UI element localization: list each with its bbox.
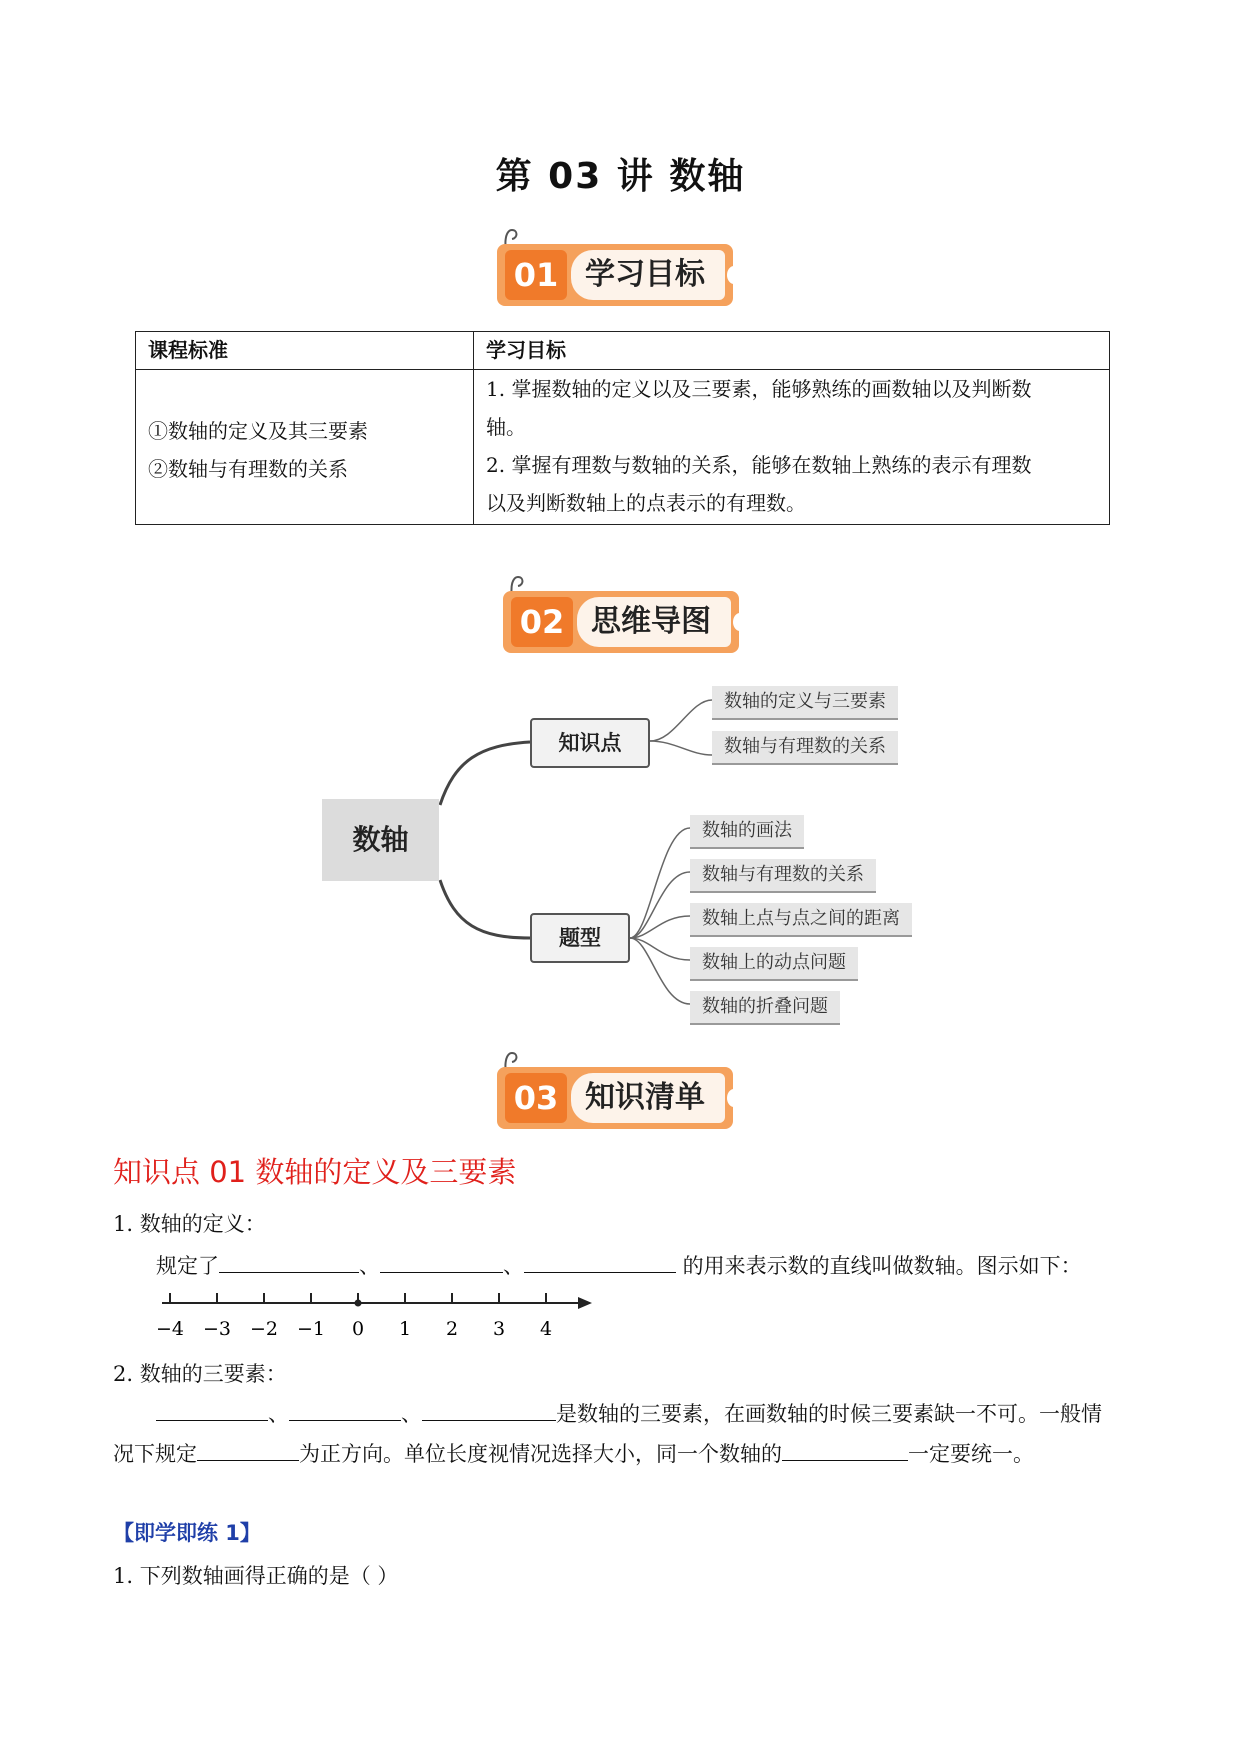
blank-field[interactable] <box>219 1251 359 1273</box>
page-title: 第 03 讲 数轴 <box>495 156 746 197</box>
separator: 、 <box>359 1254 380 1278</box>
blank-field[interactable] <box>380 1251 503 1273</box>
mindmap-leaf: 数轴的折叠问题 <box>690 991 840 1025</box>
goal-line: 2. 掌握有理数与数轴的关系，能够在数轴上熟练的表示有理数 <box>486 453 1032 477</box>
blank-field[interactable] <box>289 1399 401 1421</box>
line-prefix: 况下规定 <box>113 1442 197 1466</box>
origin-point <box>355 1300 362 1307</box>
section-number: 02 <box>511 597 573 647</box>
mindmap-branch-knowledge: 知识点 <box>530 718 650 768</box>
section-badge-03 <box>497 1049 737 1129</box>
separator: 、 <box>503 1254 524 1278</box>
mindmap-leaf: 数轴的画法 <box>690 815 804 849</box>
separator: 、 <box>401 1402 422 1426</box>
three-elements-heading: 2. 数轴的三要素： <box>113 1362 287 1386</box>
mindmap-leaf: 数轴的定义与三要素 <box>712 686 898 720</box>
goal-line: 轴。 <box>486 415 526 439</box>
positive-direction-line <box>113 1438 1034 1468</box>
mindmap-branch-question-types: 题型 <box>530 913 630 963</box>
blank-field[interactable] <box>156 1399 268 1421</box>
axis-tick-label: −3 <box>202 1318 232 1340</box>
mindmap-root: 数轴 <box>322 799 439 881</box>
axis-tick-label: 0 <box>351 1318 365 1340</box>
definition-prefix: 规定了 <box>156 1254 219 1278</box>
mindmap-leaf: 数轴与有理数的关系 <box>690 859 876 893</box>
axis-tick-label: −4 <box>155 1318 185 1340</box>
section-label: 知识清单 <box>571 1073 725 1123</box>
mindmap-leaf: 数轴与有理数的关系 <box>712 731 898 765</box>
goal-line: 1. 掌握数轴的定义以及三要素，能够熟练的画数轴以及判断数 <box>486 377 1032 401</box>
line-suffix: 一定要统一。 <box>908 1442 1034 1466</box>
definition-suffix: 的用来表示数的直线叫做数轴。图示如下： <box>676 1254 1082 1278</box>
number-line <box>150 1285 600 1345</box>
section-number: 01 <box>505 250 567 300</box>
axis-tick-label: 2 <box>445 1318 459 1340</box>
section-label: 学习目标 <box>571 250 725 300</box>
mindmap-leaf: 数轴上的动点问题 <box>690 947 858 981</box>
practice-question: 1. 下列数轴画得正确的是（ ） <box>113 1564 399 1588</box>
separator: 、 <box>268 1402 289 1426</box>
definition-heading: 1. 数轴的定义： <box>113 1212 266 1236</box>
axis-tick-label: −2 <box>249 1318 279 1340</box>
section-number: 03 <box>505 1073 567 1123</box>
three-elements-text: 是数轴的三要素，在画数轴的时候三要素缺一不可。一般情 <box>556 1402 1102 1426</box>
knowledge-point-title: 知识点 01 数轴的定义及三要素 <box>113 1155 517 1189</box>
line-text: 为正方向。单位长度视情况选择大小，同一个数轴的 <box>299 1442 782 1466</box>
practice-title: 【即学即练 1】 <box>113 1521 261 1545</box>
mindmap-leaf: 数轴上点与点之间的距离 <box>690 903 912 937</box>
table-header-standard: 课程标准 <box>136 332 474 370</box>
definition-sentence <box>156 1250 1082 1280</box>
blank-field[interactable] <box>782 1439 908 1461</box>
table-header-goals: 学习目标 <box>474 332 1110 370</box>
axis-tick-label: 4 <box>539 1318 553 1340</box>
goal-line: 以及判断数轴上的点表示的有理数。 <box>486 491 806 515</box>
axis-tick-label: −1 <box>296 1318 326 1340</box>
blank-field[interactable] <box>422 1399 556 1421</box>
axis-tick-label: 3 <box>492 1318 506 1340</box>
blank-field[interactable] <box>524 1251 676 1273</box>
three-elements-line <box>156 1398 1102 1428</box>
axis-tick-label: 1 <box>398 1318 412 1340</box>
blank-field[interactable] <box>197 1439 299 1461</box>
standard-item: ②数轴与有理数的关系 <box>148 457 348 481</box>
standard-item: ①数轴的定义及其三要素 <box>148 419 368 443</box>
section-label: 思维导图 <box>577 597 731 647</box>
